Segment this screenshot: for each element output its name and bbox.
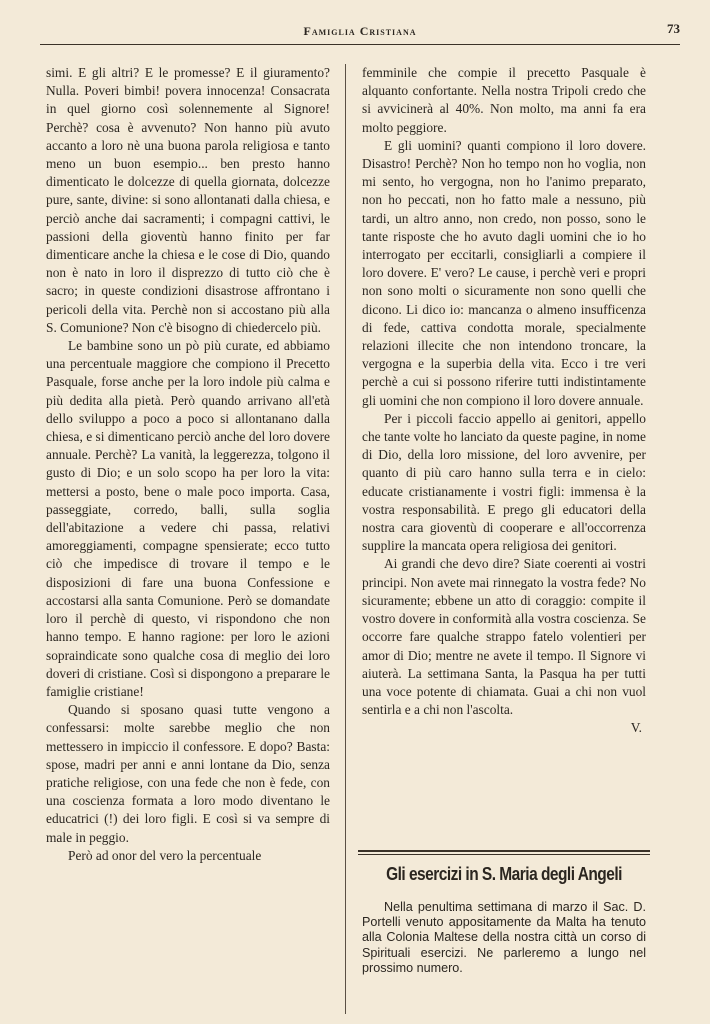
section-divider	[358, 850, 650, 852]
paragraph: Quando si sposano quasi tutte vengono a confessarsi: molte sarebbe meglio che non mettessero in impiccio il confessore. E dopo? Basta: spose, madri per anni e anni lontane da Dio, senza pratiche religiose, con una fede che non è fede, con una coscienza formata a loro modo diventano le educatrici (!) dei loro figli. E così si va sempre di male in peggio.	[46, 702, 330, 845]
section-divider	[358, 854, 650, 855]
paragraph: Per i piccoli faccio appello ai genitori, appello che tante volte ho lanciato da queste pagine, in nome di Dio, della loro missione, del loro avvenire, per quanto di più caro hanno sulla terra e in cielo: educate cristianamente i vostri figli: immensa è la vostra responsabilità. E prego gli educatori della nostra cara gioventù di cooperare e all'occorrenza supplire la mancata opera religiosa dei genitori.	[362, 410, 646, 554]
paragraph: Le bambine sono un pò più curate, ed abbiamo una percentuale maggiore che compiono il Precetto Pasquale, forse anche per la loro indole più calma e più dedita alla pietà. Però quando arrivano all'età dello sviluppo a poco a poco si allontanano dalla chiesa, e si dimenticano perciò anche del loro dovere annuale. Perchè? La vanità, la leggerezza, tolgono il gusto di Dio; e un solo scopo ha per loro la vita: mettersi a posto, bene o male poco importa. Casa, passeggiate, corredo, balli, sulla soglia dell'abitazione a vedere chi passa, relativi amoreggiamenti, compagne spensierate; ecco tutto ciò che impedisce di trovare il tempo e le disposizioni di fare una buona Confessione e accostarsi alla santa Comunione. Però se domandate loro il perchè di questo, vi rispondono che non hanno tempo. E hanno ragione: per loro le azioni sopraindicate sono qualche cosa di meglio dei loro doveri di cristiane. Così si dispongono a preparare le famiglie cristiane!	[46, 338, 330, 699]
author-signature: V.	[630, 720, 642, 736]
paragraph: femminile che compie il precetto Pasquale è alquanto confortante. Nella nostra Tripoli credo che si avvicinerà al 40%. Non molto, ma anni fa era molto peggiore.	[362, 65, 646, 135]
running-header	[40, 18, 680, 45]
running-title: Famiglia Cristiana	[303, 24, 417, 38]
paragraph: E gli uomini? quanti compiono il loro dovere. Disastro! Perchè? Non ho tempo non ho voglia, non mi sento, ho vergogna, non ho l'animo preparato, non ho peccati, non ho fatto male a nessuno, più tardi, un altro anno, non credo, non posso, sono le tante risposte che ho avuto dagli uomini che io ho interrogato per eccitarli, consigliarli a compiere il loro dovere. E' vero? Le cause, i perchè veri e propri non sono molti o sicuramente non sono quelli che dicono. Li dico io: mancanza o almeno insufficenza di fede, cattiva condotta morale, specialmente relazioni illecite che non intendono troncare, la vergogna e la superbia della vita. Ecco i tre veri perchè a cui si possono riferire tutti indistintamente gli uomini che non compiono il loro dovere annuale.	[362, 137, 646, 408]
column-divider	[345, 64, 346, 1014]
paragraph: Però ad onor del vero la percentuale	[68, 847, 262, 863]
paragraph: Nella penultima settimana di marzo il Sac. D. Portelli venuto appositamente da Malta ha tenuto alla Colonia Maltese della nostra città un corso di Spirituali esercizi. Ne parleremo a lungo nel prossimo numero.	[362, 900, 646, 975]
paragraph: simi. E gli altri? E le promesse? E il giuramento? Nulla. Poveri bimbi! povera innocenza! Consacrata in quel giorno così solennemente al Signore! Perchè? cosa è avvenuto? Non hanno più avuto accanto a loro nè una buona parola religiosa e tanto meno un buon esempio... ben presto hanno dimenticato le dolcezze di quella giornata, dolcezze pure, sante, divine: si sono allontanati dalla chiesa, e perciò anche dai sacramenti; i compagni cattivi, le passioni della gioventù hanno finito per far dimenticare anche la chiesa e le cose di Dio, quando non è nato in loro il disprezzo di tutto ciò che è sacro; in queste condizioni disastrose affrontano i pericoli della vita. Perchè non si accostano più alla S. Comunione? Non c'è bisogno di chiedercelo più.	[46, 65, 330, 335]
right-column	[362, 64, 646, 738]
page-number: 73	[667, 21, 680, 36]
left-column	[46, 64, 330, 865]
paragraph: Ai grandi che devo dire? Siate coerenti ai vostri principi. Non avete mai rinnegato la vostra fede? No sicuramente; ebbene un atto di coraggio: compite il vostro dovere in conformità alla vostra coscienza. Se occorre fare qualche strappo fatelo volentieri per amor di Dio; mentre ne avete il tempo. Il Signore vi aiuterà. La settimana Santa, la Pasqua ha per tutti una voce potente di chiamata. Guai a chi non vuol sentirla e a chi non l'ascolta.	[362, 556, 646, 718]
article-body	[362, 900, 646, 976]
article-heading: Gli esercizi in S. Maria degli Angeli	[386, 864, 622, 884]
